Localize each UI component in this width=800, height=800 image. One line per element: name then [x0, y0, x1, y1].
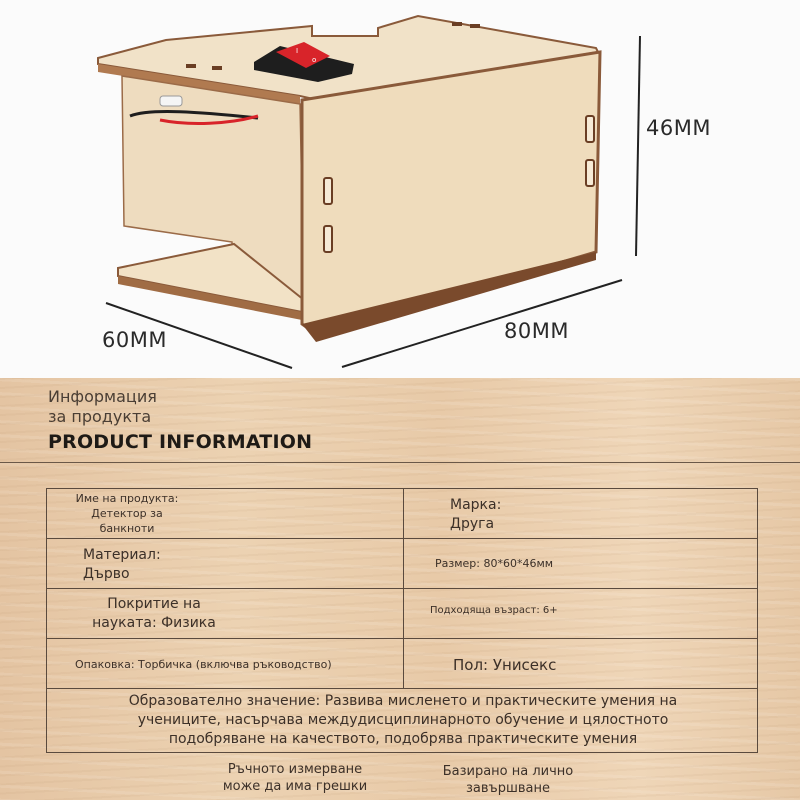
top-slot — [470, 24, 480, 28]
brand-cell: Марка: Друга — [450, 497, 502, 532]
product-name-cell: Име на продукта: Детектор за банкноти — [75, 492, 179, 535]
science-coverage-cell: Покритие на науката: Физика — [92, 596, 216, 631]
width-dimension-label: 80MM — [504, 319, 569, 343]
led-holder — [160, 96, 182, 106]
table-row — [47, 489, 757, 539]
gender-cell: Пол: Унисекс — [453, 656, 557, 674]
measurement-note: Ръчното измерване може да има грешки — [222, 762, 368, 794]
front-slot — [586, 160, 594, 186]
section-title-bg: Информация за продукта — [48, 387, 157, 426]
front-slot — [324, 178, 332, 204]
completion-note: Базирано на лично завършване — [442, 764, 574, 796]
depth-dimension-label: 60MM — [102, 328, 167, 352]
packaging-cell: Опаковка: Торбичка (включва ръководство) — [75, 658, 332, 671]
educational-value-cell: Образователно значение: Развива мисленето и практическите умения на учениците, насърчава междудисциплинарното обучение и цялостното подобряване на качеството, подобрява практическите умения — [128, 693, 678, 747]
top-slot — [186, 64, 196, 68]
material-cell: Материал: Дърво — [83, 547, 161, 582]
switch-off-mark: o — [312, 56, 317, 64]
product-info-table — [46, 488, 758, 753]
wooden-box-illustration — [0, 0, 800, 378]
height-dimension-line — [636, 36, 640, 256]
table-row — [47, 539, 757, 589]
switch-on-mark: I — [296, 47, 299, 55]
header-divider — [0, 462, 800, 463]
front-slot — [324, 226, 332, 252]
product-info-panel — [0, 378, 800, 800]
age-cell: Подходяща възраст: 6+ — [430, 605, 558, 616]
table-row — [47, 589, 757, 639]
top-slot — [212, 66, 222, 70]
front-slot — [586, 116, 594, 142]
size-cell: Размер: 80*60*46мм — [435, 557, 554, 570]
height-dimension-label: 46MM — [646, 116, 711, 140]
section-title-en: PRODUCT INFORMATION — [48, 431, 313, 453]
product-photo-area — [0, 0, 800, 378]
table-row — [47, 639, 757, 689]
top-slot — [452, 22, 462, 26]
